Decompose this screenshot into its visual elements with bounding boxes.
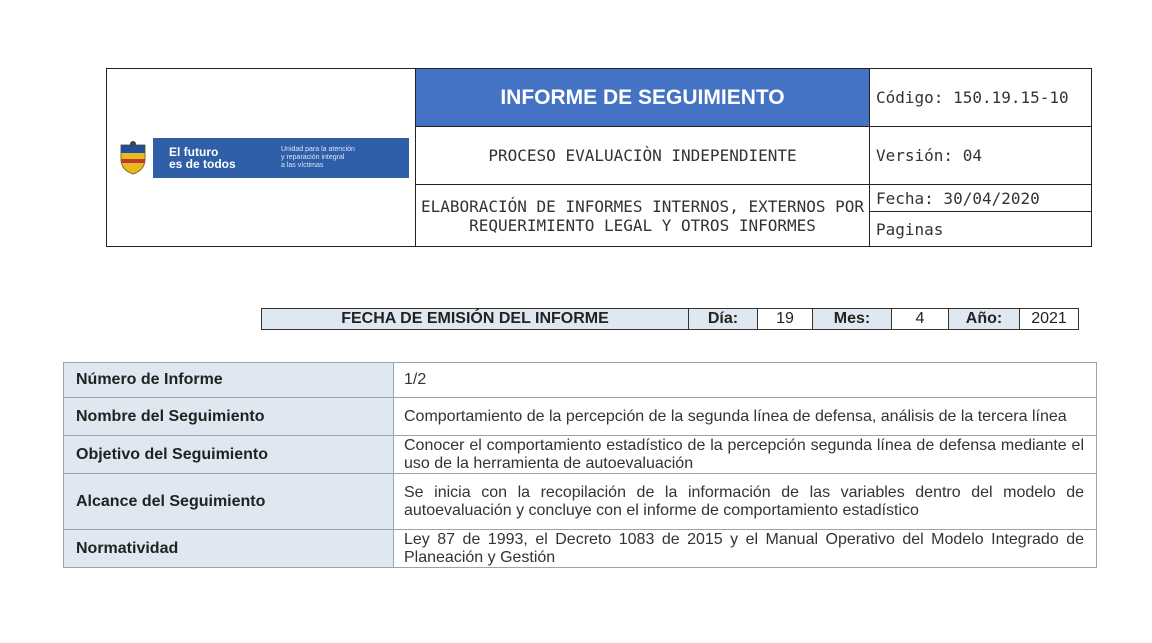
row-label: Objetivo del Seguimiento (64, 436, 394, 474)
process-name: PROCESO EVALUACIÒN INDEPENDIENTE (416, 127, 870, 185)
logo-slogan: El futuro es de todos (169, 144, 236, 171)
report-info-table (63, 362, 1097, 568)
row-value: Conocer el comportamiento estadístico de la percepción segunda línea de defensa mediante el uso de la herramienta de autoevaluación (394, 436, 1097, 474)
row-label: Número de Informe (64, 363, 394, 398)
subprocess-name: ELABORACIÓN DE INFORMES INTERNOS, EXTERNOS POR REQUERIMIENTO LEGAL Y OTROS INFORMES (416, 185, 870, 247)
logo-cell (107, 69, 416, 247)
year-value: 2021 (1020, 309, 1079, 330)
report-title: INFORME DE SEGUIMIENTO (416, 69, 870, 127)
document-header (106, 68, 1092, 247)
table-row (64, 530, 1097, 568)
row-value: 1/2 (394, 363, 1097, 398)
month-label: Mes: (813, 309, 892, 330)
row-label: Alcance del Seguimiento (64, 474, 394, 530)
table-row (64, 474, 1097, 530)
row-value: Comportamiento de la percepción de la segunda línea de defensa, análisis de la tercera línea (394, 398, 1097, 436)
day-value: 19 (758, 309, 813, 330)
row-value: Ley 87 de 1993, el Decreto 1083 de 2015 y el Manual Operativo del Modelo Integrado de Planeación y Gestión (394, 530, 1097, 568)
month-value: 4 (892, 309, 949, 330)
emission-label: FECHA DE EMISIÓN DEL INFORME (262, 309, 689, 330)
year-label: Año: (949, 309, 1020, 330)
institution-logo (113, 138, 409, 178)
code-field: Código: 150.19.15-10 (870, 69, 1092, 127)
row-label: Nombre del Seguimiento (64, 398, 394, 436)
date-field: Fecha: 30/04/2020 (870, 185, 1092, 212)
version-field: Versión: 04 (870, 127, 1092, 185)
row-label: Normatividad (64, 530, 394, 568)
emission-date-row (261, 308, 1079, 330)
table-row (64, 363, 1097, 398)
table-row (64, 398, 1097, 436)
pages-field: Paginas (870, 212, 1092, 247)
logo-entity-name: Unidad para la atención y reparación integral a las víctimas (281, 145, 355, 169)
day-label: Día: (689, 309, 758, 330)
coat-of-arms-icon (113, 138, 153, 178)
table-row (64, 436, 1097, 474)
row-value: Se inicia con la recopilación de la información de las variables dentro del modelo de autoevaluación y concluye con el informe de comportamiento estadístico (394, 474, 1097, 530)
